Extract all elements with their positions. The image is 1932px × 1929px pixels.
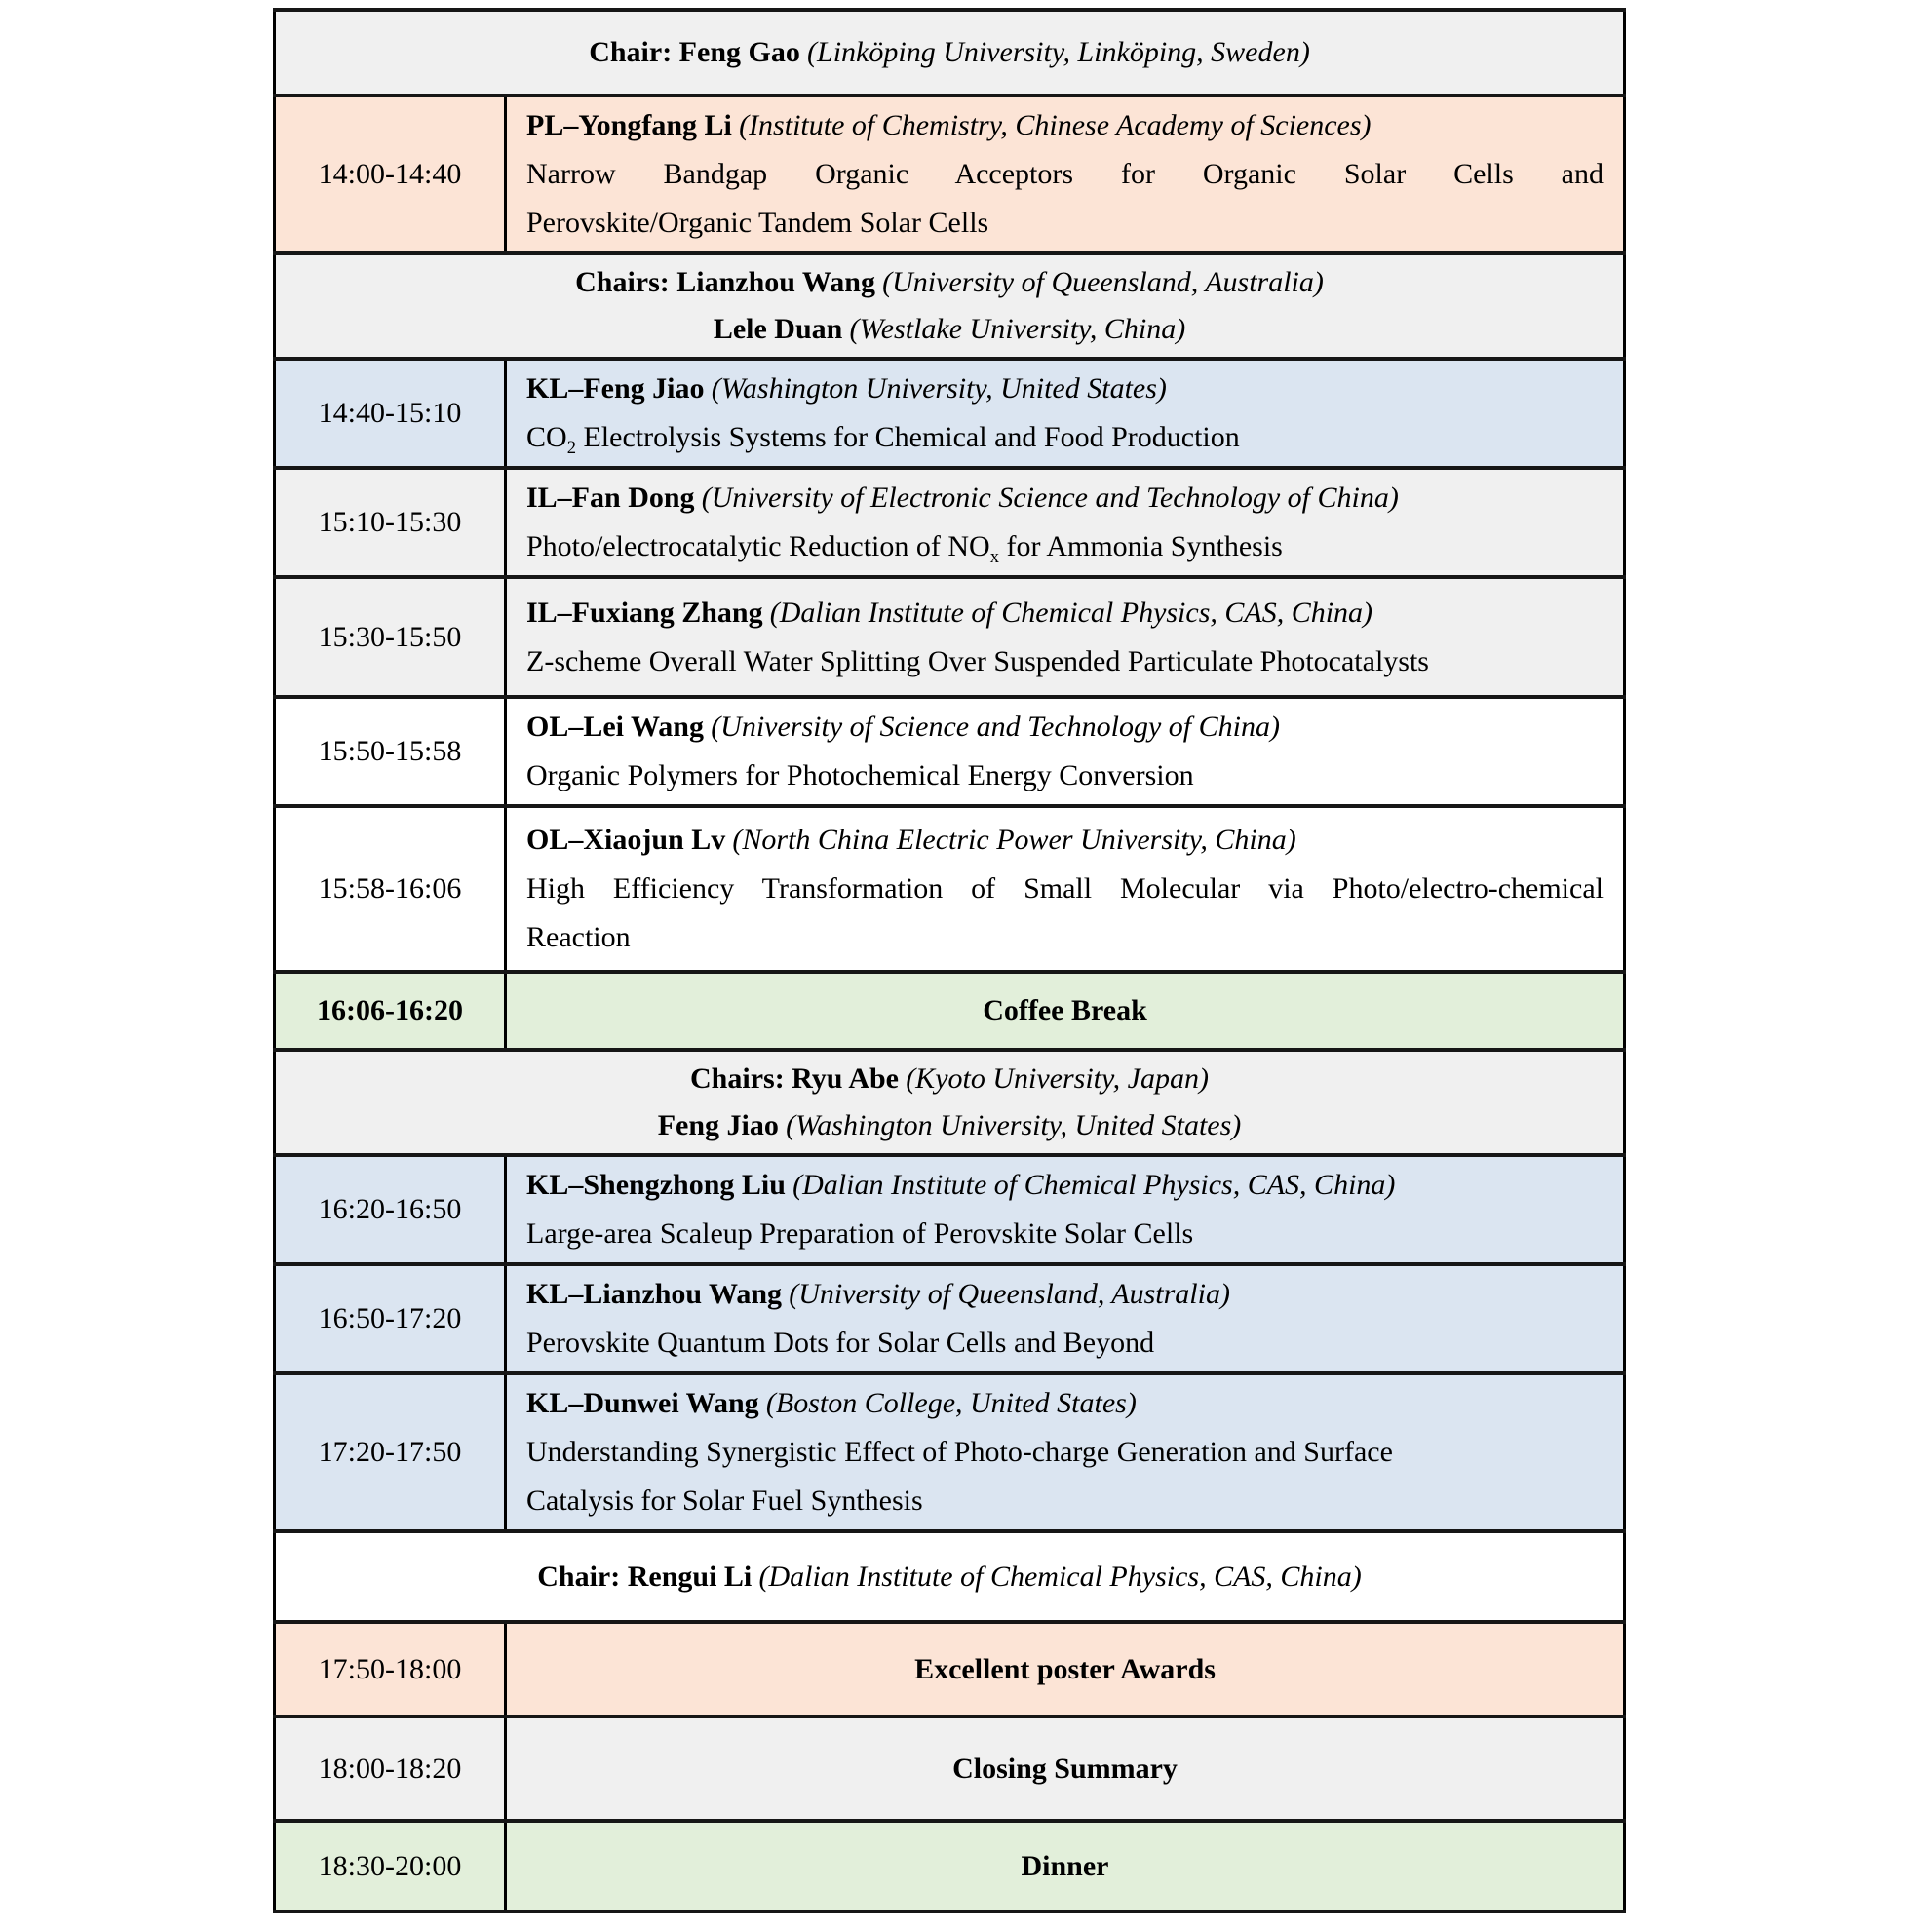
speaker-name: OL–Lei Wang — [526, 711, 704, 743]
time-cell: 16:06-16:20 — [275, 972, 506, 1050]
talk-cell — [506, 1264, 1625, 1373]
time-cell: 14:00-14:40 — [275, 96, 506, 253]
talk-title-line — [526, 637, 1604, 686]
table-row — [275, 972, 1625, 1050]
speaker-name: KL–Shengzhong Liu — [526, 1169, 786, 1201]
title-text: CO — [526, 421, 567, 453]
title-text: Narrow Bandgap Organic Acceptors for Organic Solar Cells and — [526, 158, 1604, 190]
table-row — [275, 1821, 1625, 1911]
table-row — [275, 468, 1625, 577]
speaker-line — [526, 365, 1604, 413]
title-text: Z-scheme Overall Water Splitting Over Suspended Particulate Photocatalysts — [526, 644, 1429, 677]
speaker-name: KL–Dunwei Wang — [526, 1387, 759, 1419]
speaker-affiliation: (North China Electric Power University, China) — [732, 824, 1296, 856]
chairs-cell — [275, 1050, 1625, 1155]
table-row — [275, 1531, 1625, 1622]
table-row — [275, 1050, 1625, 1155]
table-row — [275, 359, 1625, 468]
talk-cell — [506, 96, 1625, 253]
talk-cell — [506, 1155, 1625, 1264]
chair-affiliation: (Washington University, United States) — [786, 1109, 1242, 1141]
speaker-line — [526, 589, 1604, 637]
time-cell: 16:50-17:20 — [275, 1264, 506, 1373]
event-cell — [506, 972, 1625, 1050]
event-cell — [506, 1821, 1625, 1911]
talk-title-line — [526, 413, 1604, 462]
table-row — [275, 253, 1625, 359]
talk-title-line — [526, 1477, 1604, 1525]
chairs-cell — [275, 1531, 1625, 1622]
speaker-affiliation: (Boston College, United States) — [765, 1387, 1137, 1419]
talk-title-line — [526, 1319, 1604, 1368]
talk-title-line — [526, 752, 1604, 800]
title-text: High Efficiency Transformation of Small Molecular via Photo/electro-chemical — [526, 872, 1604, 905]
time-cell: 14:40-15:10 — [275, 359, 506, 468]
title-text: Photo/electrocatalytic Reduction of NO — [526, 530, 990, 562]
event-label: Excellent poster Awards — [914, 1652, 1216, 1685]
chair-name: Chair: Feng Gao — [589, 36, 800, 68]
speaker-affiliation: (Dalian Institute of Chemical Physics, CAS, China) — [792, 1169, 1396, 1201]
speaker-line — [526, 703, 1604, 752]
table-row — [275, 1155, 1625, 1264]
time-cell: 16:20-16:50 — [275, 1155, 506, 1264]
event-label: Closing Summary — [952, 1752, 1178, 1785]
speaker-affiliation: (Washington University, United States) — [711, 372, 1167, 405]
table-row — [275, 577, 1625, 697]
talk-cell — [506, 359, 1625, 468]
chairs-line — [295, 1056, 1604, 1102]
time-cell: 15:50-15:58 — [275, 697, 506, 806]
talk-cell — [506, 468, 1625, 577]
subscript-text: x — [989, 547, 999, 567]
talk-cell — [506, 697, 1625, 806]
subscript-text: 2 — [566, 438, 576, 458]
chair-name: Chairs: Ryu Abe — [690, 1062, 899, 1095]
chairs-line — [295, 306, 1604, 353]
speaker-name: KL–Lianzhou Wang — [526, 1278, 783, 1310]
talk-cell — [506, 577, 1625, 697]
table-row — [275, 1373, 1625, 1531]
talk-title-line — [526, 865, 1604, 913]
speaker-name: KL–Feng Jiao — [526, 372, 705, 405]
title-text: Organic Polymers for Photochemical Energy Conversion — [526, 759, 1194, 791]
speaker-line — [526, 101, 1604, 150]
time-cell: 15:58-16:06 — [275, 806, 506, 972]
time-cell: 17:50-18:00 — [275, 1622, 506, 1717]
speaker-affiliation: (University of Science and Technology of China) — [711, 711, 1280, 743]
table-row — [275, 96, 1625, 253]
title-text: Perovskite Quantum Dots for Solar Cells and Beyond — [526, 1327, 1155, 1359]
time-cell: 17:20-17:50 — [275, 1373, 506, 1531]
speaker-affiliation: (Dalian Institute of Chemical Physics, CAS, China) — [769, 596, 1373, 629]
table-row — [275, 1264, 1625, 1373]
talk-cell — [506, 806, 1625, 972]
chair-affiliation: (Linköping University, Linköping, Sweden) — [807, 36, 1310, 68]
speaker-name: OL–Xiaojun Lv — [526, 824, 726, 856]
event-label: Dinner — [1021, 1849, 1109, 1882]
title-text: Catalysis for Solar Fuel Synthesis — [526, 1485, 923, 1517]
speaker-line — [526, 816, 1604, 865]
chairs-line — [295, 29, 1604, 76]
title-text: Reaction — [526, 921, 631, 953]
event-cell — [506, 1622, 1625, 1717]
table-row — [275, 1622, 1625, 1717]
chair-name: Chair: Rengui Li — [537, 1560, 753, 1593]
speaker-name: IL–Fan Dong — [526, 482, 695, 514]
speaker-line — [526, 1270, 1604, 1319]
speaker-name: IL–Fuxiang Zhang — [526, 596, 763, 629]
speaker-affiliation: (University of Electronic Science and Technology of China) — [701, 482, 1399, 514]
chairs-cell — [275, 253, 1625, 359]
talk-title-line — [526, 199, 1604, 248]
table-row — [275, 1717, 1625, 1821]
title-text: Understanding Synergistic Effect of Photo-charge Generation and Surface — [526, 1436, 1393, 1468]
speaker-affiliation: (University of Queensland, Australia) — [789, 1278, 1230, 1310]
chair-affiliation: (Dalian Institute of Chemical Physics, CAS, China) — [758, 1560, 1362, 1593]
title-text: Large-area Scaleup Preparation of Perovskite Solar Cells — [526, 1217, 1194, 1250]
speaker-affiliation: (Institute of Chemistry, Chinese Academy of Sciences) — [739, 109, 1372, 141]
talk-title-line — [526, 150, 1604, 199]
chair-name: Lele Duan — [713, 313, 843, 345]
title-text: Perovskite/Organic Tandem Solar Cells — [526, 207, 989, 239]
chairs-line — [295, 1554, 1604, 1601]
time-cell: 18:00-18:20 — [275, 1717, 506, 1821]
title-text: Electrolysis Systems for Chemical and Food Production — [575, 421, 1240, 453]
speaker-name: PL–Yongfang Li — [526, 109, 732, 141]
chair-affiliation: (Westlake University, China) — [849, 313, 1186, 345]
time-cell: 15:30-15:50 — [275, 577, 506, 697]
chairs-line — [295, 1102, 1604, 1149]
chair-affiliation: (Kyoto University, Japan) — [906, 1062, 1209, 1095]
talk-title-line — [526, 913, 1604, 962]
chair-affiliation: (University of Queensland, Australia) — [882, 266, 1324, 298]
table-row — [275, 806, 1625, 972]
speaker-line — [526, 474, 1604, 522]
table-row — [275, 697, 1625, 806]
talk-cell — [506, 1373, 1625, 1531]
schedule-table — [273, 8, 1626, 1913]
event-label: Coffee Break — [983, 994, 1147, 1026]
chairs-line — [295, 259, 1604, 306]
talk-title-line — [526, 1210, 1604, 1258]
talk-title-line — [526, 1428, 1604, 1477]
speaker-line — [526, 1161, 1604, 1210]
title-text: for Ammonia Synthesis — [999, 530, 1283, 562]
table-row — [275, 10, 1625, 96]
chair-name: Chairs: Lianzhou Wang — [575, 266, 875, 298]
chairs-cell — [275, 10, 1625, 96]
talk-title-line — [526, 522, 1604, 571]
time-cell: 18:30-20:00 — [275, 1821, 506, 1911]
speaker-line — [526, 1379, 1604, 1428]
chair-name: Feng Jiao — [657, 1109, 779, 1141]
time-cell: 15:10-15:30 — [275, 468, 506, 577]
event-cell — [506, 1717, 1625, 1821]
